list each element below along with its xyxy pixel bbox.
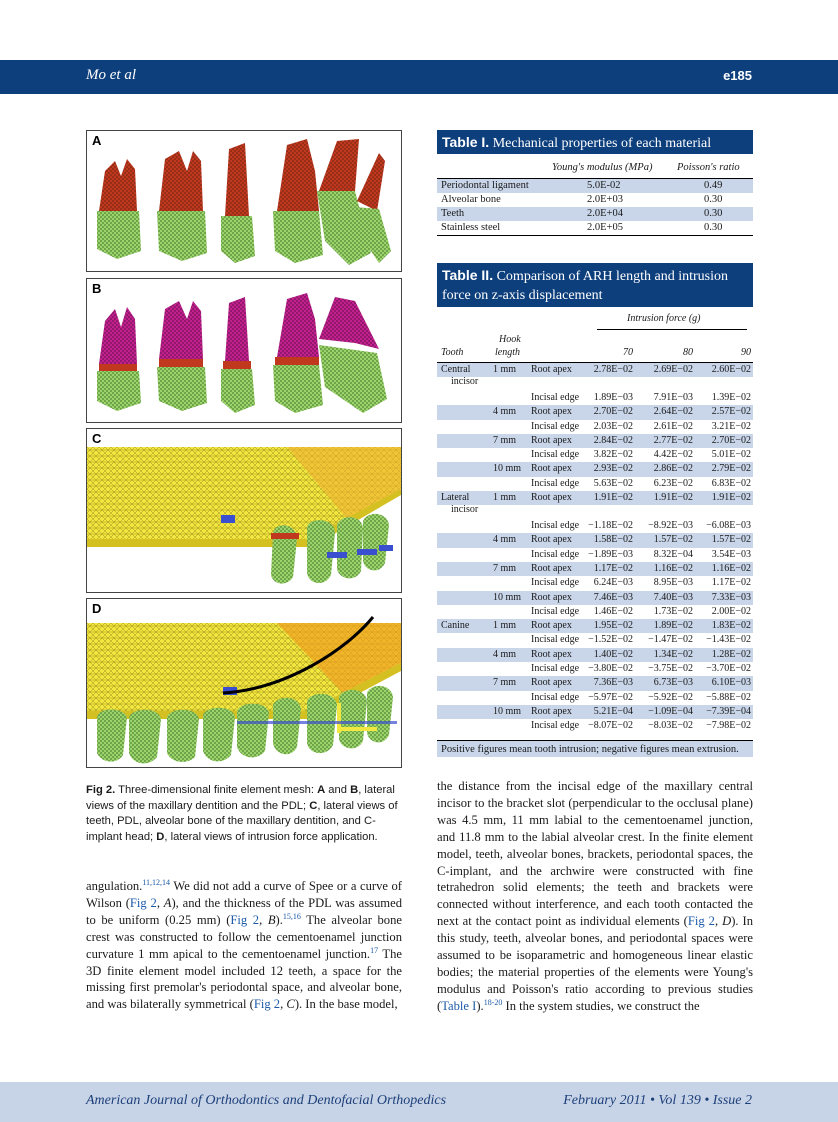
running-header: [0, 60, 838, 94]
table-row: [437, 619, 753, 633]
table2-footnote: Positive figures mean tooth intrusion; negative figures mean extrusion.: [437, 740, 753, 757]
table2-cell-v80: 6.23E−02: [653, 477, 693, 489]
table2-cell-hook: 1 mm: [493, 492, 517, 504]
panel-label-c: C: [92, 431, 102, 446]
table2-cell-v80: 2.61E−02: [653, 420, 693, 432]
table2-cell-v80: 2.77E−02: [653, 434, 693, 446]
table2-cell-v80: 2.64E−02: [653, 406, 693, 418]
mesh-illustration-a: [87, 131, 401, 271]
table2-cell-v90: 1.39E−02: [711, 392, 751, 403]
table2-cell-v90: −7.98E−02: [706, 720, 751, 732]
table-row: [437, 405, 753, 419]
table2-cell-pos: Root apex: [531, 591, 572, 603]
table2-cell-v80: −8.92E−03: [648, 520, 693, 532]
table2-cell-v80: −3.75E−02: [648, 663, 693, 675]
table2-cell-pos: Incisal edge: [531, 663, 580, 675]
table2-cell-v70: −1.52E−02: [588, 634, 633, 646]
table2-cell-v90: 2.60E−02: [711, 364, 751, 375]
table2-cell-v80: −1.47E−02: [648, 634, 693, 646]
panel-label-a: A: [92, 133, 102, 148]
table-row: [437, 420, 753, 434]
table2-cell-v70: 7.46E−03: [593, 591, 633, 603]
table2-cell-tooth2: incisor: [451, 504, 479, 516]
running-footer: [0, 1082, 838, 1122]
table2-cell-v80: 7.40E−03: [653, 591, 693, 603]
table2-cell-v90: 2.79E−02: [711, 463, 751, 475]
table2-cell-v70: 1.46E−02: [593, 605, 633, 617]
table2-cell-pos: Root apex: [531, 562, 572, 574]
table2-cell-v70: −1.18E−02: [588, 520, 633, 532]
table2-cell-v70: 2.03E−02: [593, 420, 633, 432]
table2-cell-v90: 2.00E−02: [711, 605, 751, 617]
table2-cell-v70: 1.40E−02: [593, 648, 633, 660]
table-row: [437, 434, 753, 448]
table2-header: Tooth Hook length 70 80 90: [437, 330, 753, 363]
table2-cell-v70: 7.36E−03: [593, 677, 633, 689]
table-row: [437, 519, 753, 533]
table2-cell-v70: −3.80E−02: [588, 663, 633, 675]
table2-cell-pos: Root apex: [531, 648, 572, 660]
table2-cell-v90: 1.28E−02: [711, 648, 751, 660]
table2-cell-v80: 4.42E−02: [653, 449, 693, 461]
table-row: [437, 719, 753, 733]
table2-cell-hook: 10 mm: [493, 591, 522, 603]
table2-cell-pos: Root apex: [531, 463, 572, 475]
table2-cell-v70: 2.70E−02: [593, 406, 633, 418]
table2-cell-hook: 4 mm: [493, 534, 517, 546]
table2-cell-pos: Root apex: [531, 364, 572, 375]
footer-journal: American Journal of Orthodontics and Dentofacial Orthopedics: [86, 1093, 447, 1108]
table2-cell-tooth: Central: [441, 364, 471, 375]
table2-cell-v80: 1.73E−02: [653, 605, 693, 617]
table1-title: Table I. Mechanical properties of each material: [437, 130, 753, 154]
figure-link[interactable]: Fig 2: [253, 997, 281, 1012]
table-row: [437, 491, 753, 519]
table2-group-header: Intrusion force (g): [437, 312, 753, 330]
table2-cell-v70: −1.89E−03: [588, 548, 633, 560]
table2-cell-hook: 7 mm: [493, 562, 517, 574]
table2-cell-pos: Incisal edge: [531, 548, 580, 560]
table2-cell-v70: 1.91E−02: [593, 492, 633, 504]
table2-cell-v90: 1.16E−02: [711, 562, 751, 574]
table-row: [437, 548, 753, 562]
table-row: [437, 648, 753, 662]
table2-cell-v70: 5.63E−02: [593, 477, 633, 489]
body-text-left: angulation.$^{11,12,14}$ We did not add a curve of Spee or a curve of Wilson (Fig 2, A), and the thickness of the PDL was assumed to be uniform (0.25 mm) (Fig 2, B).$^{15,16}$ The alveolar bone crest was constructed to follow the cementoenamel junction curvature 1 mm apical to the cementoenamel junction.$^{17}$ The 3D finite element model included 12 teeth, a space for the missing first premolar's periodontal space, and alveolar bone, and was bilaterally symmetrical (Fig 2, C). In the base model,: [86, 877, 402, 1012]
table2-cell-v70: 1.95E−02: [593, 620, 633, 632]
mesh-illustration-c: [87, 429, 401, 592]
table2-cell-v80: 8.95E−03: [653, 577, 693, 589]
table2-cell-v90: 1.91E−02: [711, 492, 751, 504]
table2-cell-v80: 1.91E−02: [653, 492, 693, 504]
table2-cell-pos: Root apex: [531, 620, 572, 632]
table2-cell-v70: 1.89E−03: [593, 392, 633, 403]
table-row: [437, 691, 753, 705]
table2-cell-hook: 7 mm: [493, 434, 517, 446]
table2-cell-hook: 4 mm: [493, 406, 517, 418]
table2-cell-v90: −6.08E−03: [706, 520, 751, 532]
c-implant-head: [221, 515, 235, 523]
panel-label-b: B: [92, 281, 102, 296]
header-page-number: e185: [723, 68, 752, 83]
table2-cell-pos: Incisal edge: [531, 520, 580, 532]
figure-link[interactable]: Fig 2: [129, 895, 157, 910]
table2-cell-v90: 2.70E−02: [711, 434, 751, 446]
figure-caption: Fig 2. Three-dimensional finite element mesh: A and B, lateral views of the maxillary dentition and the PDL; C, lateral views of teeth, PDL, alveolar bone of the maxillary dentition, and C-implant head; D, lateral views of intrusion force application.: [86, 784, 398, 843]
table2-cell-pos: Incisal edge: [531, 605, 580, 617]
table2: [437, 312, 753, 734]
table2-cell-v90: 3.54E−03: [711, 548, 751, 560]
table2-cell-v90: 6.83E−02: [711, 477, 751, 489]
table2-cell-v80: 1.57E−02: [653, 534, 693, 546]
figure-panel-c: [86, 428, 402, 593]
figure-panel-b: [86, 278, 402, 423]
table2-cell-v90: 1.83E−02: [711, 620, 751, 632]
table2-cell-v70: 3.82E−02: [593, 449, 633, 461]
table-row: [437, 363, 753, 391]
table2-cell-v90: 3.21E−02: [711, 420, 751, 432]
table-row: [437, 676, 753, 690]
table-row: Alveolar bone 2.0E+03 0.30: [441, 194, 723, 205]
table2-cell-hook: 10 mm: [493, 463, 522, 475]
table-row: Teeth 2.0E+04 0.30: [437, 207, 753, 221]
table-row: [437, 662, 753, 676]
table2-cell-v80: 8.32E−04: [653, 548, 693, 560]
table2-cell-v90: 1.17E−02: [711, 577, 751, 589]
figure-panel-a: [86, 130, 402, 272]
table2-cell-v90: 7.33E−03: [711, 591, 751, 603]
table1: [437, 160, 753, 236]
table-row: [437, 477, 753, 491]
table2-cell-hook: 7 mm: [493, 677, 517, 689]
table2-cell-v70: 5.21E−04: [593, 705, 633, 717]
table2-cell-v90: −3.70E−02: [706, 663, 751, 675]
table2-cell-v80: −1.09E−04: [648, 705, 693, 717]
panel-label-d: D: [92, 601, 102, 616]
table2-cell-v90: 5.01E−02: [711, 449, 751, 461]
table2-cell-v80: 6.73E−03: [653, 677, 693, 689]
table2-cell-v80: 1.89E−02: [653, 620, 693, 632]
table2-cell-pos: Incisal edge: [531, 720, 580, 732]
table-row: [437, 705, 753, 719]
table2-cell-pos: Root apex: [531, 492, 572, 504]
table2-cell-pos: Incisal edge: [531, 477, 580, 489]
table2-body: [437, 363, 753, 734]
table1-col-young: Young's modulus (MPa): [552, 162, 653, 173]
table2-cell-hook: 1 mm: [493, 620, 517, 632]
table2-cell-v90: −7.39E−04: [706, 705, 751, 717]
table2-cell-hook: 10 mm: [493, 705, 522, 717]
table-row: [437, 562, 753, 576]
figure-panel-d: [86, 598, 402, 768]
table-link[interactable]: Table I: [441, 998, 477, 1013]
table-row: [437, 605, 753, 619]
table2-cell-pos: Root apex: [531, 705, 572, 717]
mesh-illustration-b: [87, 279, 401, 422]
table2-cell-pos: Incisal edge: [531, 634, 580, 646]
table2-cell-pos: Root apex: [531, 677, 572, 689]
figure-link[interactable]: Fig 2: [687, 914, 715, 929]
table2-cell-v70: 1.17E−02: [593, 562, 633, 574]
table2-cell-v80: 2.86E−02: [653, 463, 693, 475]
table2-cell-pos: Root apex: [531, 434, 572, 446]
table2-cell-hook: 4 mm: [493, 648, 517, 660]
table2-cell-v70: −8.07E−02: [588, 720, 633, 732]
table2-cell-tooth: Canine: [441, 620, 470, 632]
table2-cell-pos: Root apex: [531, 406, 572, 418]
table2-cell-pos: Incisal edge: [531, 449, 580, 461]
figure-link[interactable]: Fig 2: [230, 912, 260, 927]
table2-cell-v70: 6.24E−03: [593, 577, 633, 589]
table2-cell-pos: Incisal edge: [531, 392, 580, 403]
table2-cell-v70: −5.97E−02: [588, 691, 633, 703]
table2-cell-v70: 2.93E−02: [593, 463, 633, 475]
table-row: [437, 633, 753, 647]
table2-cell-v80: 1.16E−02: [653, 562, 693, 574]
table2-cell-pos: Incisal edge: [531, 420, 580, 432]
table2-cell-pos: Incisal edge: [531, 577, 580, 589]
table2-cell-pos: Root apex: [531, 534, 572, 546]
table2-cell-v90: 2.57E−02: [711, 406, 751, 418]
table2-cell-v70: 1.58E−02: [593, 534, 633, 546]
table2-cell-v90: −5.88E−02: [706, 691, 751, 703]
header-author: Mo et al: [86, 67, 136, 83]
table2-cell-v80: 7.91E−03: [653, 392, 693, 403]
table-row: [437, 448, 753, 462]
table2-cell-v90: 1.57E−02: [711, 534, 751, 546]
table-row: [437, 462, 753, 476]
table-row: [437, 391, 753, 405]
mesh-illustration-d: [87, 599, 401, 767]
table2-cell-v80: 2.69E−02: [653, 364, 693, 375]
table2-cell-v90: 6.10E−03: [711, 677, 751, 689]
table-row: [437, 533, 753, 547]
table2-cell-v70: 2.78E−02: [593, 364, 633, 375]
table2-cell-v80: −5.92E−02: [648, 691, 693, 703]
footer-issue: February 2011 • Vol 139 • Issue 2: [563, 1093, 752, 1108]
table1-header: [437, 160, 753, 179]
table-row: [437, 576, 753, 590]
table2-cell-v80: 1.34E−02: [653, 648, 693, 660]
body-text-right: the distance from the incisal edge of the maxillary central incisor to the bracket slot (perpendicular to the occlusal plane) was 4.5 mm, 11 mm labial to the cementoenamel junction, and 11.8 mm to the labial alveolar crest. In the finite element model, teeth, alveolar bones, brackets, periodontal spaces, the C-implant, and the archwire were constructed with fine tetrahedron solid elements; the teeth and brackets were connected without interference, and each tooth contacted the next at the contact point as individual elements (Fig 2, D). In this study, teeth, alveolar bones, and periodontal spaces were assumed to be isoparametric and homogeneous linear elastic bodies; the material properties of the elements were Young's modulus and Poisson's ratio according to previous studies (Table I).$^{18-20}$ In the system studies, we construct the: [437, 779, 754, 1013]
table2-cell-v80: −8.03E−02: [648, 720, 693, 732]
table2-title: Table II. Comparison of ARH length and intrusion force on z-axis displacement: [437, 263, 753, 307]
table2-cell-hook: 1 mm: [493, 364, 517, 375]
table2-cell-v70: 2.84E−02: [593, 434, 633, 446]
table2-cell-tooth: Lateral: [441, 492, 470, 504]
table1-col-poisson: Poisson's ratio: [677, 162, 740, 173]
table2-cell-tooth2: incisor: [451, 376, 479, 387]
table2-cell-v90: −1.43E−02: [706, 634, 751, 646]
table-row: Periodontal ligament 5.0E-02 0.49: [437, 179, 753, 193]
table2-cell-pos: Incisal edge: [531, 691, 580, 703]
table-row: Stainless steel 2.0E+05 0.30: [437, 221, 753, 236]
table-row: [437, 591, 753, 605]
